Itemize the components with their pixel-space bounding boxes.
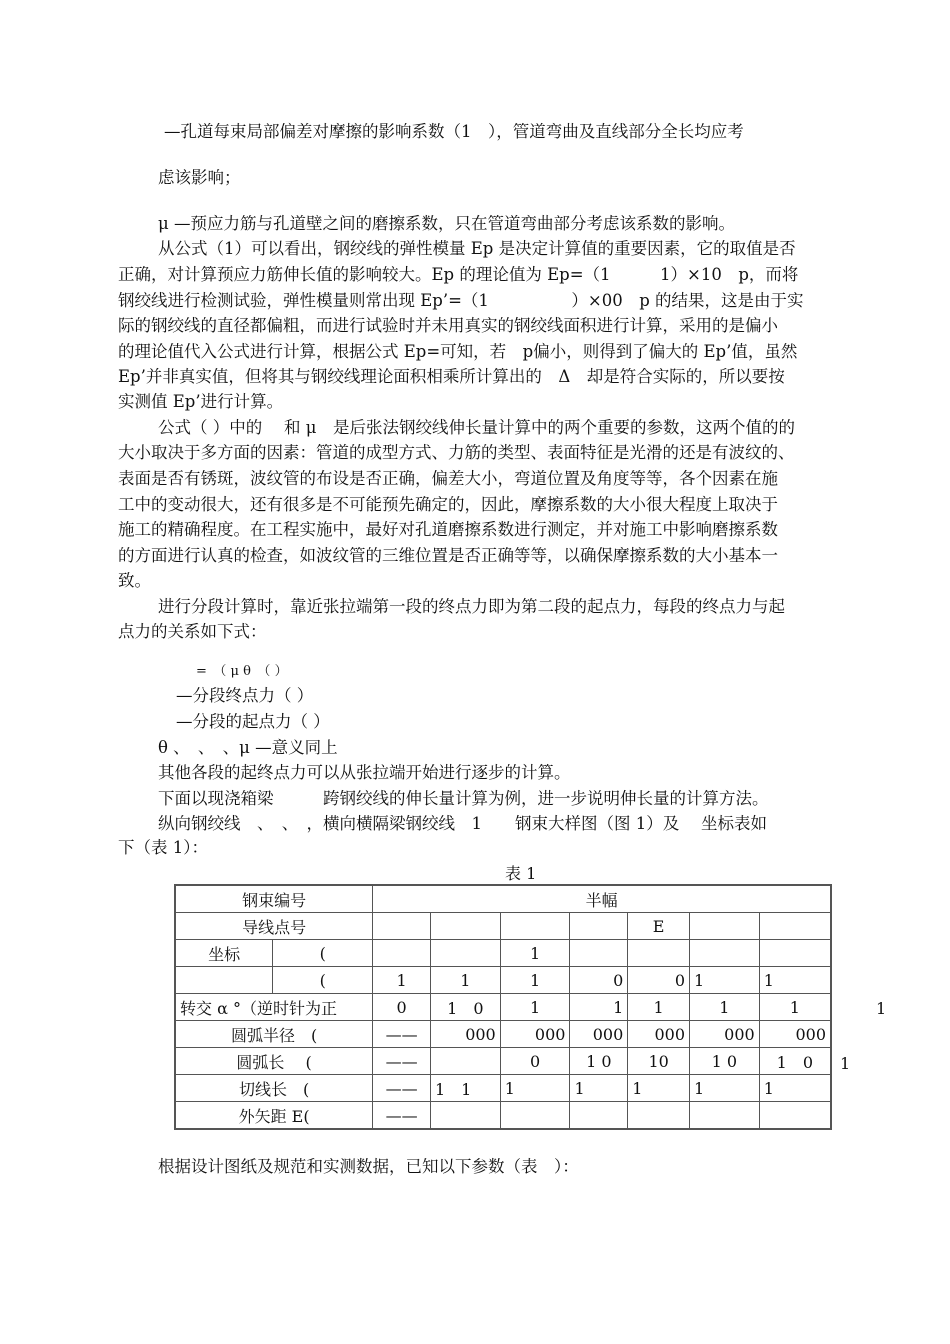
paragraph-4-line-5: 施工的精确程度。在工程实施中，最好对孔道磨擦系数进行测定，并对施工中影响磨擦系数 <box>118 520 778 539</box>
turn-angle-overflow: 1 <box>876 999 887 1018</box>
point-e-cell: E <box>628 913 690 940</box>
radius-value: 000 <box>628 1021 690 1048</box>
table-cell <box>628 940 690 967</box>
turn-angle-label: 转交 α °（逆时针为正 <box>175 994 373 1021</box>
paragraph-4-line-7: 致。 <box>118 571 151 590</box>
table-cell <box>570 940 628 967</box>
coord-y-value: 1 <box>500 940 570 967</box>
external-distance-value: —— <box>373 1102 431 1130</box>
coordinate-table <box>174 884 832 1130</box>
paragraph-3-line-3: 钢绞线进行检测试验，弹性模量则常出现 Ep’=（1 ）×00 p 的结果，这是由于实 <box>118 291 804 310</box>
arc-length-value: 1 0 <box>570 1048 628 1075</box>
table-row <box>175 940 831 967</box>
tangent-length-value: 1 <box>759 1075 831 1102</box>
paragraph-6: 其他各段的起终点力可以从张拉端开始进行逐步的计算。 <box>158 763 571 782</box>
tangent-length-value: —— <box>373 1075 431 1102</box>
paragraph-3-line-7: 实测值 Ep’进行计算。 <box>118 392 284 411</box>
radius-value: 000 <box>690 1021 760 1048</box>
table-cell <box>759 1102 831 1130</box>
table-row <box>175 1075 831 1102</box>
table-row <box>175 913 831 940</box>
arc-length-overflow: 1 <box>840 1054 851 1073</box>
turn-angle-value: 1 <box>500 994 570 1021</box>
coord-x-value: 1 <box>500 967 570 994</box>
paragraph-4-line-6: 的方面进行认真的检查，如波纹管的三维位置是否正确等等，以确保摩擦系数的大小基本一 <box>118 546 778 565</box>
turn-angle-value: 1 <box>759 994 831 1021</box>
paragraph-3-line-6: Ep’并非真实值，但将其与钢绞线理论面积相乘所计算出的 Δ 却是符合实际的，所以要按 <box>118 367 785 386</box>
paragraph-3-line-5: 的理论值代入公式进行计算，根据公式 Ep=可知，若 p偏小，则得到了偏大的 Ep’值，虽然 <box>118 342 798 361</box>
coord-x-value: 1 <box>373 967 431 994</box>
coord-x-value: 0 <box>570 967 628 994</box>
turn-angle-value: 1 <box>690 994 760 1021</box>
table-row <box>175 1021 831 1048</box>
paragraph-8-line-2: 下（表 1）： <box>118 838 208 857</box>
def-end-force: —分段终点力（ ） <box>176 686 314 705</box>
coord-y-unit: ( <box>273 940 373 967</box>
arc-length-value: 0 <box>500 1048 570 1075</box>
table-cell <box>500 913 570 940</box>
radius-value: 000 <box>570 1021 628 1048</box>
radius-value: 000 <box>759 1021 831 1048</box>
paragraph-5-line-1: 进行分段计算时，靠近张拉端第一段的终点力即为第二段的起点力，每段的终点力与起 <box>158 597 785 616</box>
paragraph-4-line-4: 工中的变动很大，还有很多是不可能预先确定的，因此，摩擦系数的大小很大程度上取决于 <box>118 495 778 514</box>
tangent-length-value: 1 <box>690 1075 760 1102</box>
formula: = （ μ θ （ ） <box>196 664 288 679</box>
arc-length-label: 圆弧长 ( <box>175 1048 373 1075</box>
turn-angle-value: 1 <box>628 994 690 1021</box>
table-cell <box>570 913 628 940</box>
radius-label: 圆弧半径 ( <box>175 1021 373 1048</box>
arc-length-value <box>430 1048 500 1075</box>
table-cell <box>500 1102 570 1130</box>
half-span-header: 半幅 <box>373 885 831 913</box>
radius-value: —— <box>373 1021 431 1048</box>
arc-length-value: —— <box>373 1048 431 1075</box>
table-caption: 表 1 <box>505 864 537 883</box>
coord-x-value: 0 <box>628 967 690 994</box>
arc-length-value: 10 <box>628 1048 690 1075</box>
paragraph-9: 根据设计图纸及规范和实测数据，已知以下参数（表 ）： <box>158 1157 579 1176</box>
turn-angle-value: 0 <box>373 994 431 1021</box>
table-cell <box>759 940 831 967</box>
paragraph-2: μ —预应力筋与孔道壁之间的磨擦系数，只在管道弯曲部分考虑该系数的影响。 <box>158 214 735 233</box>
tangent-length-value: 1 <box>628 1075 690 1102</box>
coord-x-unit: ( <box>273 967 373 994</box>
tangent-length-value: 1 <box>500 1075 570 1102</box>
paragraph-4-line-2: 大小取决于多方面的因素：管道的成型方式、力筋的类型、表面特征是光滑的还是有波纹的、 <box>118 443 795 462</box>
beam-no-header: 钢束编号 <box>175 885 373 913</box>
tangent-length-value: 1 <box>570 1075 628 1102</box>
coord-x-value: 1 <box>759 967 831 994</box>
table-cell <box>373 913 431 940</box>
external-distance-label: 外矢距 E( <box>175 1102 373 1130</box>
paragraph-3-line-1: 从公式（1）可以看出，钢绞线的弹性模量 Ep 是决定计算值的重要因素，它的取值是否 <box>158 239 796 258</box>
coord-x-value: 1 <box>430 967 500 994</box>
paragraph-3-line-2: 正确，对计算预应力筋伸长值的影响较大。Ep 的理论值为 Ep=（1 1）×10 p，而将 <box>118 265 799 284</box>
table-cell <box>570 1102 628 1130</box>
arc-length-value: 1 0 <box>759 1048 831 1075</box>
paragraph-4-line-3: 表面是否有锈斑，波纹管的布设是否正确，偏差大小，弯道位置及角度等等，各个因素在施 <box>118 469 778 488</box>
table-row <box>175 967 831 994</box>
coord-label: 坐标 <box>175 940 273 967</box>
table-cell <box>430 1102 500 1130</box>
table-cell <box>430 913 500 940</box>
paragraph-1-line-1: —孔道每束局部偏差对摩擦的影响系数（1 ），管道弯曲及直线部分全长均应考 <box>164 122 744 141</box>
table-cell <box>759 913 831 940</box>
radius-value: 000 <box>500 1021 570 1048</box>
table-row <box>175 885 831 913</box>
table-row <box>175 1102 831 1130</box>
arc-length-value: 1 0 <box>690 1048 760 1075</box>
table-cell <box>628 1102 690 1130</box>
turn-angle-value: 1 0 <box>430 994 500 1021</box>
coord-x-value: 1 <box>690 967 760 994</box>
tangent-length-value: 1 1 <box>430 1075 500 1102</box>
table-cell <box>690 1102 760 1130</box>
tangent-length-label: 切线长 ( <box>175 1075 373 1102</box>
paragraph-5-line-2: 点力的关系如下式： <box>118 622 267 641</box>
paragraph-3-line-4: 际的钢绞线的直径都偏粗，而进行试验时并未用真实的钢绞线面积进行计算，采用的是偏小 <box>118 316 778 335</box>
table-cell <box>175 967 273 994</box>
def-start-force: —分段的起点力（ ） <box>176 712 330 731</box>
table-cell <box>430 940 500 967</box>
table-cell <box>373 940 431 967</box>
table-row <box>175 1048 831 1075</box>
table-cell <box>690 940 760 967</box>
point-no-header: 导线点号 <box>175 913 373 940</box>
table-cell <box>690 913 760 940</box>
paragraph-8-line-1: 纵向钢绞线 、 、 ，横向横隔梁钢绞线 1 钢束大样图（图 1）及 坐标表如 <box>158 814 767 833</box>
def-symbols: θ 、 、 、μ —意义同上 <box>158 738 338 757</box>
turn-angle-value: 1 <box>570 994 628 1021</box>
paragraph-7: 下面以现浇箱梁 跨钢绞线的伸长量计算为例，进一步说明伸长量的计算方法。 <box>158 789 769 808</box>
paragraph-1-line-2: 虑该影响； <box>158 168 241 187</box>
table-row <box>175 994 831 1021</box>
radius-value: 000 <box>430 1021 500 1048</box>
paragraph-4-line-1: 公式（ ）中的 和 μ 是后张法钢绞线伸长量计算中的两个重要的参数，这两个值的的 <box>158 418 795 437</box>
